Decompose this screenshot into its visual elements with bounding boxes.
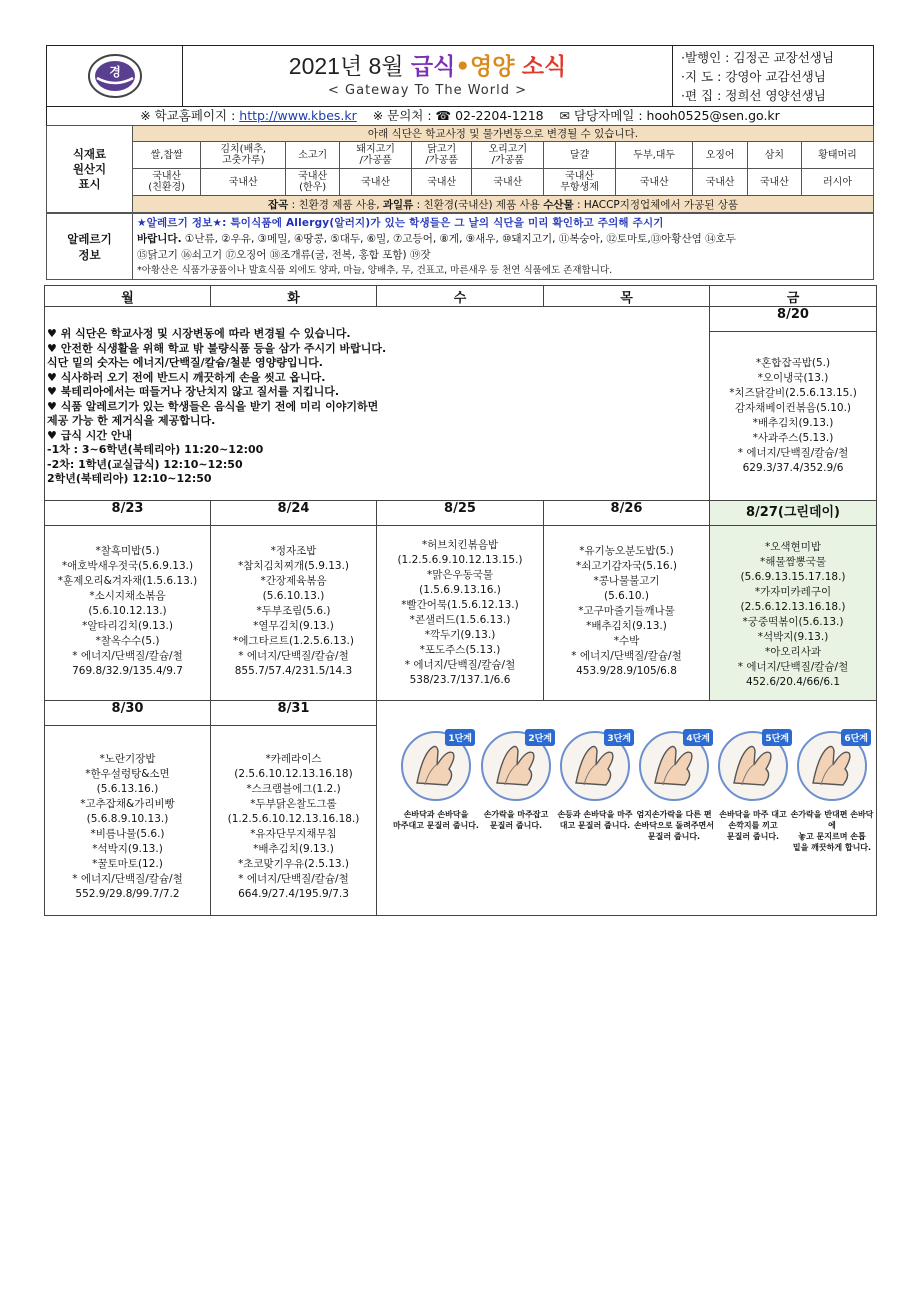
menu-item: *찰옥수수(5.) xyxy=(95,635,160,647)
title-meal: 급식 xyxy=(410,54,456,80)
menu-item: 552.9/29.8/99.7/7.2 xyxy=(75,888,180,900)
allergy-list-2: ⑮닭고기 ⑯쇠고기 ⑰오징어 ⑱조개류(굴, 전복, 홍합 포함) ⑲잣 xyxy=(137,249,431,261)
menu-item: *스크램블에그(1.2.) xyxy=(246,783,341,795)
origin-cell: 국내산 무항생제 xyxy=(544,169,616,196)
menu-calendar xyxy=(44,285,877,916)
hands-icon xyxy=(401,731,471,801)
menu-list xyxy=(710,526,876,690)
menu-item: 769.8/32.9/135.4/9.7 xyxy=(72,665,183,677)
menu-item: *궁중떡볶이(5.6.13.) xyxy=(742,616,844,628)
menu-item: *배추김치(9.13.) xyxy=(253,843,334,855)
step-caption: 손등과 손바닥을 마주 대고 문질러 줍니다. xyxy=(557,810,633,830)
title-nutrition: 영양 xyxy=(470,54,515,80)
publisher-line: ·발행인 : 김정곤 교장선생님 xyxy=(681,50,834,65)
phone-contact: ※ 문의처 : ☎ 02-2204-1218 xyxy=(372,108,544,123)
step-caption: 손가락을 반대편 손바닥에 놓고 문지르며 손톱 밑을 깨끗하게 합니다. xyxy=(790,810,874,852)
menu-item: *배추김치(9.13.) xyxy=(586,620,667,632)
handwash-guide xyxy=(377,701,877,916)
origin-footer: 잡곡 : 친환경 제품 사용, 과일류 : 친환경(국내산) 제품 사용 수산물 : HACCP지정업체에서 가공된 상품 xyxy=(133,196,874,213)
menu-item: * 에너지/단백질/칼슘/철 xyxy=(72,650,183,662)
menu-item: * 에너지/단백질/칼슘/철 xyxy=(72,873,183,885)
date-label: 8/30 xyxy=(45,701,210,726)
hands-icon xyxy=(481,731,551,801)
title-news: 소식 xyxy=(521,54,567,80)
step-caption: 손바닥과 손바닥을 마주대고 문질러 줍니다. xyxy=(393,810,479,830)
svg-text:경: 경 xyxy=(108,65,121,79)
ingredient-cell: 닭고기 /가공품 xyxy=(412,142,472,169)
weekday-mon: 월 xyxy=(45,286,211,307)
hands-icon xyxy=(797,731,867,801)
allergy-list-1: ①난류, ②우유, ③메밀, ④땅콩, ⑤대두, ⑥밀, ⑦고등어, ⑧게, ⑨새우, ⑩돼지고기, ⑪복숭아, ⑫토마토,⑬아황산염 ⑭호두 xyxy=(181,233,736,245)
menu-item: *석박지(9.13.) xyxy=(92,843,163,855)
ingredient-cell: 황태머리 xyxy=(801,142,873,169)
ingredient-cell: 소고기 xyxy=(286,142,340,169)
menu-item: *꿀토마토(12.) xyxy=(92,858,163,870)
menu-item: (1.2.5.6.9.10.12.13.15.) xyxy=(397,554,523,566)
contact-bar xyxy=(46,107,874,126)
email-contact: ✉ 담당자메일 : hooh0525@sen.go.kr xyxy=(559,108,780,123)
menu-item: * 에너지/단백질/칼슘/철 xyxy=(238,873,349,885)
menu-item: *아오리사과 xyxy=(765,646,821,658)
menu-item: *노란기장밥 xyxy=(99,753,156,765)
menu-item: (5.6.10.) xyxy=(604,590,649,602)
menu-list xyxy=(377,526,543,688)
menu-item: (1.2.5.6.10.12.13.16.18.) xyxy=(227,813,360,825)
menu-item: * 에너지/단백질/칼슘/철 xyxy=(571,650,682,662)
notice-line: 2학년(북테리아) 12:10~12:50 xyxy=(47,472,212,485)
menu-list xyxy=(45,726,210,902)
day-cell-826 xyxy=(544,501,710,701)
ingredient-row xyxy=(47,142,874,169)
notice-line: ♥ 식품 알레르기가 있는 학생들은 음식을 받기 전에 미리 이야기하면 xyxy=(47,399,379,413)
step-badge: 1단계 xyxy=(445,729,475,746)
menu-item: *배추김치(9.13.) xyxy=(752,417,834,429)
menu-item: 629.3/37.4/352.9/6 xyxy=(742,462,844,474)
newsletter-title xyxy=(183,46,673,106)
step-caption: 손가락을 마주잡고 문질러 줍니다. xyxy=(483,810,549,830)
weekday-wed: 수 xyxy=(377,286,544,307)
notice-line: -1차 : 3~6학년(북테리아) 11:20~12:00 xyxy=(47,443,264,456)
menu-item: *간장제육볶음 xyxy=(260,575,327,587)
step-badge: 6단계 xyxy=(841,729,871,746)
date-label: 8/31 xyxy=(211,701,376,726)
menu-item: *오색현미밥 xyxy=(765,541,821,553)
date-label: 8/26 xyxy=(544,501,709,526)
homepage-label: ※ 학교홈페이지 : xyxy=(140,108,240,123)
menu-item: *열무김치(9.13.) xyxy=(253,620,334,632)
origin-cell: 국내산 (한우) xyxy=(286,169,340,196)
menu-item: *고추잡채&가리비빵 xyxy=(80,798,175,810)
menu-item: 664.9/27.4/195.9/7.3 xyxy=(238,888,349,900)
step-caption: 손바닥을 마주 대고 손깍지를 끼고 문질러 줍니다. xyxy=(719,810,787,841)
menu-item: *비름나물(5.6.) xyxy=(90,828,165,840)
menu-item: *가자미카레구이 xyxy=(754,586,832,598)
menu-item: *사과주스(5.13.) xyxy=(752,432,834,444)
notice-line: ♥ 식사하러 오기 전에 반드시 깨끗하게 손을 씻고 옵니다. xyxy=(47,370,326,384)
newsletter-header xyxy=(46,45,874,107)
menu-item: 453.9/28.9/105/6.8 xyxy=(576,665,677,677)
origin-side-label: 식재료 원산지 표시 xyxy=(47,126,133,213)
allergy-side-label: 알레르기 정보 xyxy=(47,214,133,279)
menu-item: (5.6.13.16.) xyxy=(96,783,159,795)
date-label: 8/27(그린데이) xyxy=(710,501,876,526)
notice-line: ♥ 급식 시간 안내 xyxy=(47,428,133,442)
date-label: 8/25 xyxy=(377,501,543,526)
origin-cell: 국내산 xyxy=(615,169,693,196)
ingredient-cell: 쌀,찹쌀 xyxy=(133,142,201,169)
menu-item: *오이냉국(13.) xyxy=(757,372,829,384)
newsletter-subtitle: < Gateway To The World > xyxy=(328,83,527,98)
menu-item: *허브치킨볶음밥 xyxy=(421,539,499,551)
menu-item: *한우설렁탕&소면 xyxy=(85,768,170,780)
handwash-step-5 xyxy=(718,731,789,841)
director-line: ·지 도 : 강영아 교감선생님 xyxy=(681,69,826,84)
menu-list xyxy=(211,726,376,902)
menu-item: (5.6.10.12.13.) xyxy=(88,605,167,617)
menu-item: (5.6.10.13.) xyxy=(262,590,325,602)
meal-notices xyxy=(45,307,709,487)
menu-item: *수박 xyxy=(613,635,640,647)
menu-item: (2.5.6.12.13.16.18.) xyxy=(740,601,846,613)
day-cell-820 xyxy=(710,307,877,501)
menu-item: *알타리김치(9.13.) xyxy=(82,620,173,632)
menu-item: (5.6.8.9.10.13.) xyxy=(86,813,169,825)
origin-cell: 국내산 xyxy=(747,169,801,196)
notice-line: 식단 밑의 숫자는 에너지/단백질/칼슘/철분 영양량입니다. xyxy=(47,356,323,369)
menu-list xyxy=(710,332,876,476)
menu-item: *소시지채소볶음 xyxy=(89,590,166,602)
ingredient-cell: 오리고기 /가공품 xyxy=(472,142,544,169)
step-badge: 2단계 xyxy=(525,729,555,746)
date-label: 8/20 xyxy=(710,307,876,332)
menu-item: *석박지(9.13.) xyxy=(757,631,829,643)
menu-item: *깍두기(9.13.) xyxy=(424,629,496,641)
ingredient-cell: 돼지고기 /가공품 xyxy=(340,142,412,169)
menu-item: *쇠고기감자국(5.16.) xyxy=(575,560,678,572)
notice-cell xyxy=(45,307,710,501)
hands-icon xyxy=(639,731,709,801)
menu-item: * 에너지/단백질/칼슘/철 xyxy=(238,650,349,662)
origin-cell: 러시아 xyxy=(801,169,873,196)
menu-item: *찰흑미밥(5.) xyxy=(95,545,160,557)
notice-line: -2차: 1학년(교실급식) 12:10~12:50 xyxy=(47,457,243,471)
handwash-step-3 xyxy=(557,731,633,830)
allergy-note: *아황산은 식품가공품이나 발효식품 외에도 양파, 마늘, 양배추, 무, 건표고, 마른새우 등 천연 식품에도 존재합니다. xyxy=(137,265,613,276)
handwash-step-1 xyxy=(393,731,479,830)
date-label: 8/24 xyxy=(211,501,376,526)
menu-item: *에그타르트(1.2.5.6.13.) xyxy=(233,635,354,647)
notice-line: ♥ 위 식단은 학교사정 및 시장변동에 따라 변경될 수 있습니다. xyxy=(47,327,351,340)
origin-cell: 국내산 xyxy=(693,169,747,196)
handwash-step-4 xyxy=(633,731,715,841)
step-badge: 5단계 xyxy=(762,729,792,746)
origin-cell: 국내산 xyxy=(340,169,412,196)
menu-item: *참치김치찌개(5.9.13.) xyxy=(237,560,350,572)
day-cell-823 xyxy=(45,501,211,701)
menu-item: *애호박새우젓국(5.6.9.13.) xyxy=(61,560,194,572)
menu-item: *빨간어묵(1.5.6.12.13.) xyxy=(401,599,519,611)
menu-item: * 에너지/단백질/칼슘/철 xyxy=(737,661,849,673)
day-cell-825 xyxy=(377,501,544,701)
step-badge: 4단계 xyxy=(683,729,713,746)
weekday-thu: 목 xyxy=(544,286,710,307)
menu-item: *치즈닭갈비(2.5.6.13.15.) xyxy=(729,387,857,399)
menu-item: *해물짬뽕국물 xyxy=(759,556,827,568)
allergy-please: 바랍니다. xyxy=(137,233,182,245)
menu-item: 감자채베이컨볶음(5.10.) xyxy=(734,402,852,414)
menu-item: 538/23.7/137.1/6.6 xyxy=(409,674,511,686)
menu-item: *포도주스(5.13.) xyxy=(419,644,501,656)
ingredient-cell: 김치(배추, 고춧가루) xyxy=(201,142,286,169)
menu-item: *유자단무지채무침 xyxy=(250,828,337,840)
school-emblem-icon xyxy=(85,52,145,100)
weekday-tue: 화 xyxy=(211,286,377,307)
hands-icon xyxy=(718,731,788,801)
menu-list xyxy=(544,526,709,679)
handwash-step-2 xyxy=(481,731,552,830)
menu-item: (1.5.6.9.13.16.) xyxy=(419,584,501,596)
day-cell-831 xyxy=(211,701,377,916)
ingredient-cell: 삼치 xyxy=(747,142,801,169)
origin-cell: 국내산 xyxy=(472,169,544,196)
menu-item: *정자조밥 xyxy=(270,545,317,557)
menu-item: (5.6.9.13.15.17.18.) xyxy=(740,571,846,583)
menu-item: *유기농오분도밥(5.) xyxy=(579,545,674,557)
origin-cell: 국내산 xyxy=(412,169,472,196)
day-cell-827-greenday xyxy=(710,501,877,701)
origin-cell: 국내산 (친환경) xyxy=(133,169,201,196)
notice-line: 제공 가능 한 제거식을 제공합니다. xyxy=(47,414,216,427)
date-label: 8/23 xyxy=(45,501,210,526)
menu-item: *맑은우동국물 xyxy=(426,569,494,581)
menu-item: (2.5.6.10.12.13.16.18) xyxy=(234,768,353,780)
ingredient-cell: 오징어 xyxy=(693,142,747,169)
menu-item: *카레라이스 xyxy=(265,753,322,765)
editor-line: ·편 집 : 정희선 영양선생님 xyxy=(681,88,826,103)
weekday-fri: 금 xyxy=(710,286,877,307)
title-year-month: 2021년 8월 xyxy=(288,53,404,79)
title-dot: • xyxy=(455,54,471,80)
homepage-link[interactable]: http://www.kbes.kr xyxy=(239,108,357,123)
notice-line: ♥ 안전한 식생활을 위해 학교 밖 불량식품 등을 삼가 주시기 바랍니다. xyxy=(47,341,387,355)
menu-item: *고구마줄기들깨나물 xyxy=(578,605,675,617)
hands-icon xyxy=(560,731,630,801)
day-cell-830 xyxy=(45,701,211,916)
handwash-step-6 xyxy=(790,731,874,852)
menu-item: *혼합잡곡밥(5.) xyxy=(755,357,831,369)
origin-notice: 아래 식단은 학교사정 및 물가변동으로 변경될 수 있습니다. xyxy=(133,126,874,142)
origin-table xyxy=(46,125,874,213)
menu-item: * 에너지/단백질/칼슘/철 xyxy=(404,659,516,671)
publication-info xyxy=(673,46,873,106)
menu-item: * 에너지/단백질/칼슘/철 xyxy=(737,447,849,459)
ingredient-cell: 두부,대두 xyxy=(615,142,693,169)
origin-row xyxy=(47,169,874,196)
menu-item: *두부조림(5.6.) xyxy=(256,605,331,617)
menu-list xyxy=(45,526,210,679)
menu-item: *훈제오리&겨자채(1.5.6.13.) xyxy=(57,575,198,587)
allergy-info xyxy=(46,213,874,280)
menu-item: *콘샐러드(1.5.6.13.) xyxy=(409,614,511,626)
menu-item: *콩나물불고기 xyxy=(593,575,660,587)
allergy-headline: ★알레르기 정보★: 특이식품에 Allergy(알러지)가 있는 학생들은 그 날의 식단을 미리 확인하고 주의해 주시기 xyxy=(137,217,664,229)
ingredient-cell: 달걀 xyxy=(544,142,616,169)
day-cell-824 xyxy=(211,501,377,701)
menu-list xyxy=(211,526,376,679)
menu-item: *두부닭온찰도그롤 xyxy=(250,798,337,810)
step-caption: 엄지손가락을 다른 편 손바닥으로 돌려주면서 문질러 줍니다. xyxy=(633,810,715,841)
menu-item: 452.6/20.4/66/6.1 xyxy=(745,676,841,688)
origin-cell: 국내산 xyxy=(201,169,286,196)
notice-line: ♥ 북테리아에서는 떠들거나 장난치지 않고 질서를 지킵니다. xyxy=(47,385,340,398)
step-badge: 3단계 xyxy=(604,729,634,746)
menu-item: 855.7/57.4/231.5/14.3 xyxy=(234,665,353,677)
school-logo xyxy=(47,46,183,106)
menu-item: *초코맞기우유(2.5.13.) xyxy=(237,858,350,870)
